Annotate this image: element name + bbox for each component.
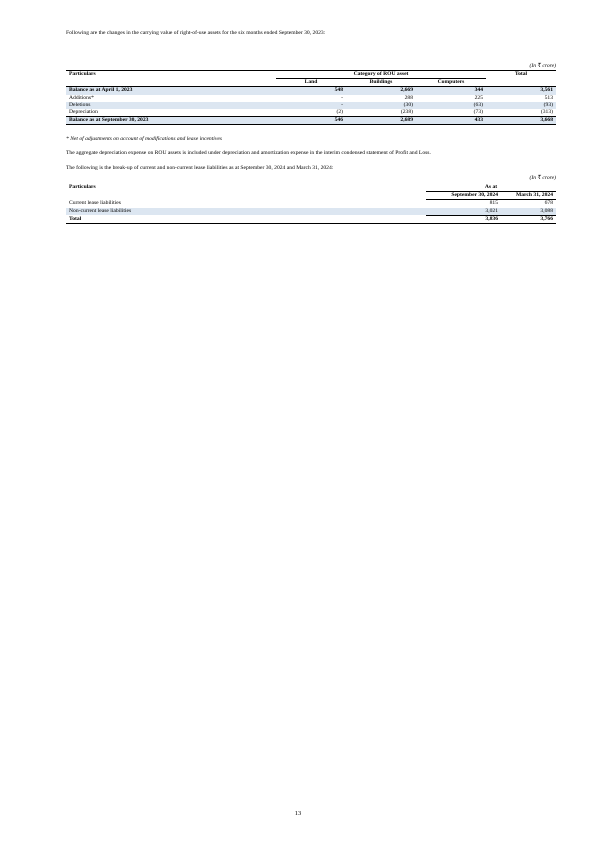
row-label: Total [66,215,426,223]
lease-col-sep: September 30, 2024 [426,192,501,200]
cell-buildings: (238) [400,109,413,116]
row-label: Non-current lease liabilities [66,208,426,216]
intro-text: Following are the changes in the carrying value of right-of-use assets for the six months ended September 30, 2023: [66,30,326,36]
row-label: Additions* [69,94,94,101]
table-row [66,215,556,223]
cell-land: 548 [276,87,346,95]
cell-mar: 3,088 [501,208,556,216]
cell-total: 3,561 [486,87,556,95]
table-row [66,200,556,208]
cell-mar: 678 [544,200,553,207]
row-label: Depreciation [69,109,98,116]
lease-col-mar: March 31, 2024 [501,192,556,200]
row-label: Balance as at September 30, 2023 [66,117,276,125]
row-label: Current lease liabilities [69,200,121,207]
cell-buildings: (30) [346,102,416,109]
cell-land: - [276,102,346,109]
table-row [66,208,556,216]
rou-sub-land: Land [276,79,346,87]
cell-mar: 3,766 [501,215,556,223]
cell-sep: 3,836 [426,215,501,223]
cell-sep: 815 [489,200,498,207]
rou-col-total: Total [486,71,556,79]
cell-computers: 344 [416,87,486,95]
table-row [66,117,556,125]
cell-buildings: 288 [404,94,413,101]
cell-land: (2) [336,109,343,116]
rou-sub-buildings: Buildings [346,79,416,87]
page-number: 13 [294,810,302,817]
cell-sep: 3,021 [426,208,501,216]
cell-buildings: 2,689 [346,117,416,125]
cell-buildings: 2,669 [346,87,416,95]
cell-total: 513 [544,94,553,101]
cell-total: (93) [486,102,556,109]
table-row [66,95,556,102]
cell-computers: 433 [416,117,486,125]
rou-col-category: Category of ROU asset [276,71,486,79]
rou-sub-computers: Computers [416,79,486,87]
footnote: * Net of adjustments on account of modifications and lease incentives [66,136,222,142]
rou-col-particulars: Particulars [66,71,276,79]
depreciation-paragraph: The aggregate depreciation expense on ROU assets is included under depreciation and amortization expense in the interim condensed statement of Profit and Loss. [66,150,431,156]
lease-col-particulars: Particulars [69,184,96,191]
cell-total: (313) [540,109,553,116]
lease-col-asat: As at [426,184,556,192]
table-row [66,87,556,95]
row-label: Balance as at April 1, 2023 [66,87,276,95]
rou-unit-label: (In ₹ crore) [529,63,556,69]
rou-asset-table [66,70,556,125]
cell-land: 546 [276,117,346,125]
table-row [66,109,556,117]
cell-land: - [341,94,343,101]
table-row [66,102,556,109]
lease-unit-label: (In ₹ crore) [529,175,556,181]
row-label: Deletions [66,102,276,109]
breakup-paragraph: The following is the break-up of current and non-current lease liabilities as at September 30, 2024 and March 31, 2024: [66,165,334,171]
cell-total: 3,668 [486,117,556,125]
cell-computers: 225 [474,94,483,101]
cell-computers: (73) [473,109,483,116]
lease-liabilities-table [66,184,556,224]
cell-computers: (63) [416,102,486,109]
